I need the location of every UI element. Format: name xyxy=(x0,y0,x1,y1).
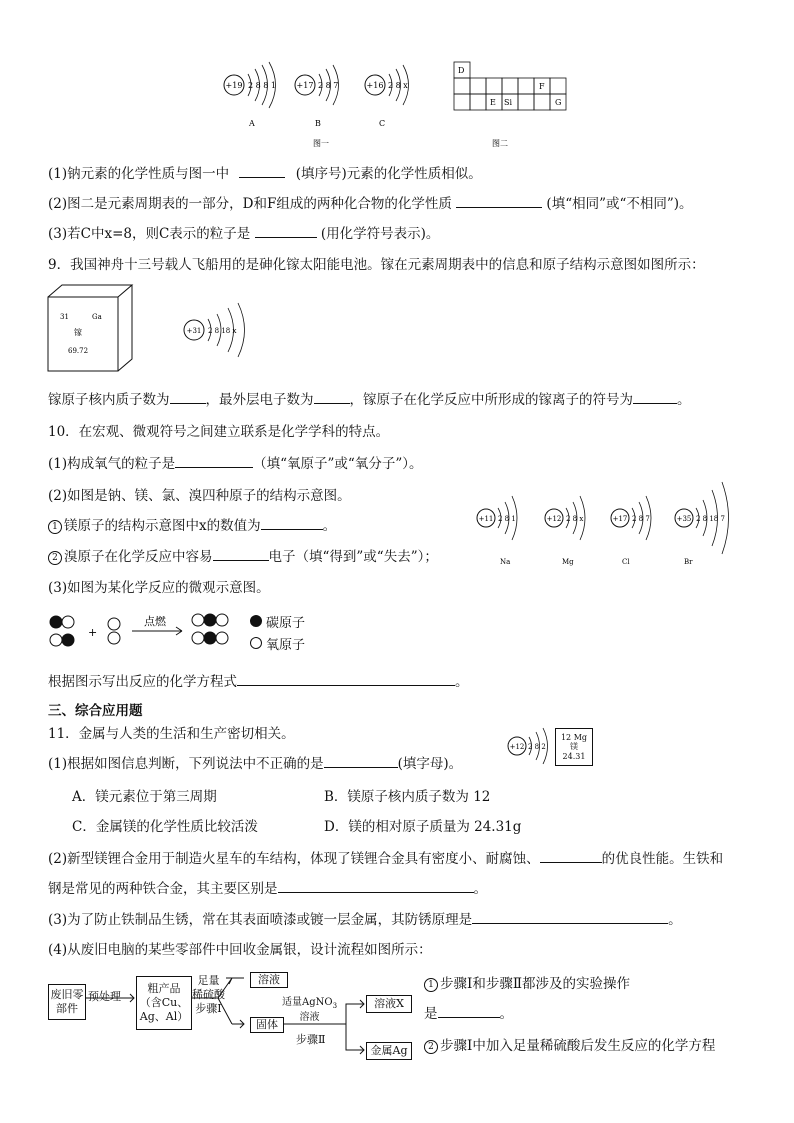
solution-box: 溶液 xyxy=(250,972,288,988)
answer-blank[interactable] xyxy=(324,755,398,768)
atom-diagram-A xyxy=(224,62,276,128)
solid-box: 固体 xyxy=(250,1017,284,1033)
crude-product-box: 粗产品 （含Cu、 Ag、Al） xyxy=(136,976,192,1030)
atom-diagram-Mg xyxy=(545,496,585,566)
cell-Si: Si xyxy=(504,98,513,107)
svg-text:2 8 18 x: 2 8 18 x xyxy=(208,327,237,335)
q11-part2-line1: (2)新型镁锂合金用于制造火星车的车结构，体现了镁锂合金具有密度小、耐腐蚀、 的优良性能。生铁和 xyxy=(48,851,724,867)
magnesium-atom-diagram xyxy=(506,726,554,766)
legend-oxygen: 氧原子 xyxy=(250,634,305,653)
cell-F: F xyxy=(539,82,545,91)
svg-text:Br: Br xyxy=(684,558,693,566)
q9-stem: 9．我国神舟十三号载人飞船用的是砷化镓太阳能电池。镓在元素周期表中的信息和原子结构示意图如图所示： xyxy=(48,257,705,273)
answer-blank[interactable] xyxy=(170,391,206,404)
svg-text:2 8 1: 2 8 1 xyxy=(498,515,516,523)
q10-part3: (3)如图为某化学反应的微观示意图。 xyxy=(48,580,270,596)
q10-part2-2: 2 溴原子在化学反应中容易 电子（填“得到”或“失去”）； xyxy=(48,545,438,565)
q10-part2: (2)如图是钠、镁、氯、溴四种原子的结构示意图。 xyxy=(48,488,351,504)
atom-diagram-Na xyxy=(477,496,517,566)
legend-carbon: 碳原子 xyxy=(250,612,305,631)
electron-shells: 2 8 7 xyxy=(318,81,339,90)
q10-atom-diagrams xyxy=(472,480,742,572)
step2-label: 步骤Ⅱ xyxy=(296,1033,326,1046)
acid-label: 足量 稀硫酸 步骤Ⅰ xyxy=(192,974,225,1015)
option-A[interactable]: A．镁元素位于第三周期 xyxy=(72,789,217,805)
svg-text:+17: +17 xyxy=(612,515,628,523)
atom-diagram-C xyxy=(365,65,409,128)
q10-part1: (1)构成氧气的粒子是 （填“氧原子”或“氧分子”）。 xyxy=(48,456,423,472)
atom-diagram-Br xyxy=(675,482,729,566)
answer-blank[interactable] xyxy=(278,880,474,893)
nucleus-label: +17 xyxy=(296,81,314,90)
reaction-condition: 点燃 xyxy=(144,615,166,628)
plus-sign: + xyxy=(88,626,98,639)
atom-label: B xyxy=(315,119,321,128)
svg-text:Na: Na xyxy=(500,558,511,566)
atom-label: A xyxy=(249,119,255,128)
element-symbol: Ga xyxy=(92,313,102,321)
option-B[interactable]: B．镁原子核内质子数为 12 xyxy=(324,789,491,805)
q10-part4: 根据图示写出反应的化学方程式 。 xyxy=(48,674,469,690)
q11-step-1-answer: 是 。 xyxy=(424,1006,513,1022)
answer-blank[interactable] xyxy=(540,850,602,863)
figure-caption: 图一 xyxy=(313,139,329,148)
answer-blank[interactable] xyxy=(213,548,269,561)
option-C[interactable]: C．金属镁的化学性质比较活泼 xyxy=(72,819,258,835)
answer-blank[interactable] xyxy=(239,165,285,178)
element-name: 镓 xyxy=(74,328,82,337)
gallium-atom-diagram xyxy=(180,300,260,360)
figure-1-atom-diagrams xyxy=(215,60,425,150)
answer-blank[interactable] xyxy=(472,911,668,924)
gallium-element-cube xyxy=(46,283,136,375)
electron-shells: 2 8 8 1 xyxy=(248,81,276,90)
answer-blank[interactable] xyxy=(261,517,323,530)
svg-text:+12: +12 xyxy=(509,743,525,751)
q10-part2-1: 1 镁原子的结构示意图中x的数值为 。 xyxy=(48,514,336,534)
metal-ag-box: 金属Ag xyxy=(366,1042,412,1060)
atomic-number: 31 xyxy=(60,313,69,321)
atom-label: C xyxy=(379,119,386,128)
svg-text:2 8 x: 2 8 x xyxy=(566,515,584,523)
answer-blank[interactable] xyxy=(438,1005,500,1018)
electron-shells: 2 8 x xyxy=(388,81,408,90)
q11-step-1-question: 1 步骤Ⅰ和步骤Ⅱ都涉及的实验操作 xyxy=(424,972,630,992)
magnesium-element-card: 12 Mg 镁 24.31 xyxy=(555,728,593,766)
atomic-mass: 69.72 xyxy=(68,347,89,355)
pretreat-label: 预处理 xyxy=(88,990,121,1003)
q8-part1: (1)钠元素的化学性质与图一中 (填序号)元素的化学性质相似。 xyxy=(48,166,482,182)
svg-text:+35: +35 xyxy=(676,515,692,523)
q11-step-2-question: 2 步骤Ⅰ中加入足量稀硫酸后发生反应的化学方程 xyxy=(424,1034,715,1054)
svg-text:+11: +11 xyxy=(478,515,494,523)
q11-part2-line2: 钢是常见的两种铁合金，其主要区别是 。 xyxy=(48,881,487,897)
q8-part3: (3)若C中x=8，则C表示的粒子是 (用化学符号表示)。 xyxy=(48,226,440,242)
answer-blank[interactable] xyxy=(314,391,350,404)
solution-x-box: 溶液X xyxy=(366,995,412,1013)
svg-text:2 8 18 7: 2 8 18 7 xyxy=(696,515,725,523)
figure-2-periodic-table xyxy=(450,60,580,150)
atom-diagram-Cl xyxy=(611,496,651,566)
answer-blank[interactable] xyxy=(237,673,455,686)
answer-blank[interactable] xyxy=(633,391,677,404)
svg-text:2 8 2: 2 8 2 xyxy=(528,743,546,751)
figure-caption: 图二 xyxy=(492,139,508,148)
q11-part1: (1)根据如图信息判断，下列说法中不正确的是 (填字母)。 xyxy=(48,756,463,772)
agno3-label: 适量AgNO$_3$ 溶液 xyxy=(282,997,338,1024)
svg-text:+31: +31 xyxy=(186,327,202,335)
answer-blank[interactable] xyxy=(456,195,542,208)
waste-parts-box: 废旧零部件 xyxy=(48,984,86,1020)
nucleus-label: +19 xyxy=(225,81,243,90)
atom-diagram-B xyxy=(295,65,339,128)
q10-stem: 10．在宏观、微观符号之间建立联系是化学学科的特点。 xyxy=(48,424,390,440)
svg-text:Mg: Mg xyxy=(562,558,574,566)
q8-part2: (2)图二是元素周期表的一部分，D和F组成的两种化合物的化学性质 (填“相同”或“不相同”)。 xyxy=(48,196,693,212)
cell-G: G xyxy=(555,98,562,107)
cell-D: D xyxy=(458,66,465,75)
answer-blank[interactable] xyxy=(255,225,317,238)
svg-text:Cl: Cl xyxy=(622,558,630,566)
answer-blank[interactable] xyxy=(175,455,253,468)
nucleus-label: +16 xyxy=(366,81,384,90)
option-D[interactable]: D．镁的相对原子质量为 24.31g xyxy=(324,819,522,835)
q11-part4: (4)从废旧电脑的某些零部件中回收金属银，设计流程如图所示： xyxy=(48,942,432,958)
q11-part3: (3)为了防止铁制品生锈，常在其表面喷漆或镀一层金属，其防锈原理是 。 xyxy=(48,912,682,928)
q9-answer-line: 镓原子核内质子数为 ，最外层电子数为 ，镓原子在化学反应中所形成的镓离子的符号为 。 xyxy=(48,392,691,408)
svg-text:+12: +12 xyxy=(546,515,562,523)
cell-E: E xyxy=(490,98,496,107)
q11-stem: 11．金属与人类的生活和生产密切相关。 xyxy=(48,726,295,742)
svg-text:2 8 7: 2 8 7 xyxy=(632,515,650,523)
section-heading: 三、综合应用题 xyxy=(48,703,143,719)
